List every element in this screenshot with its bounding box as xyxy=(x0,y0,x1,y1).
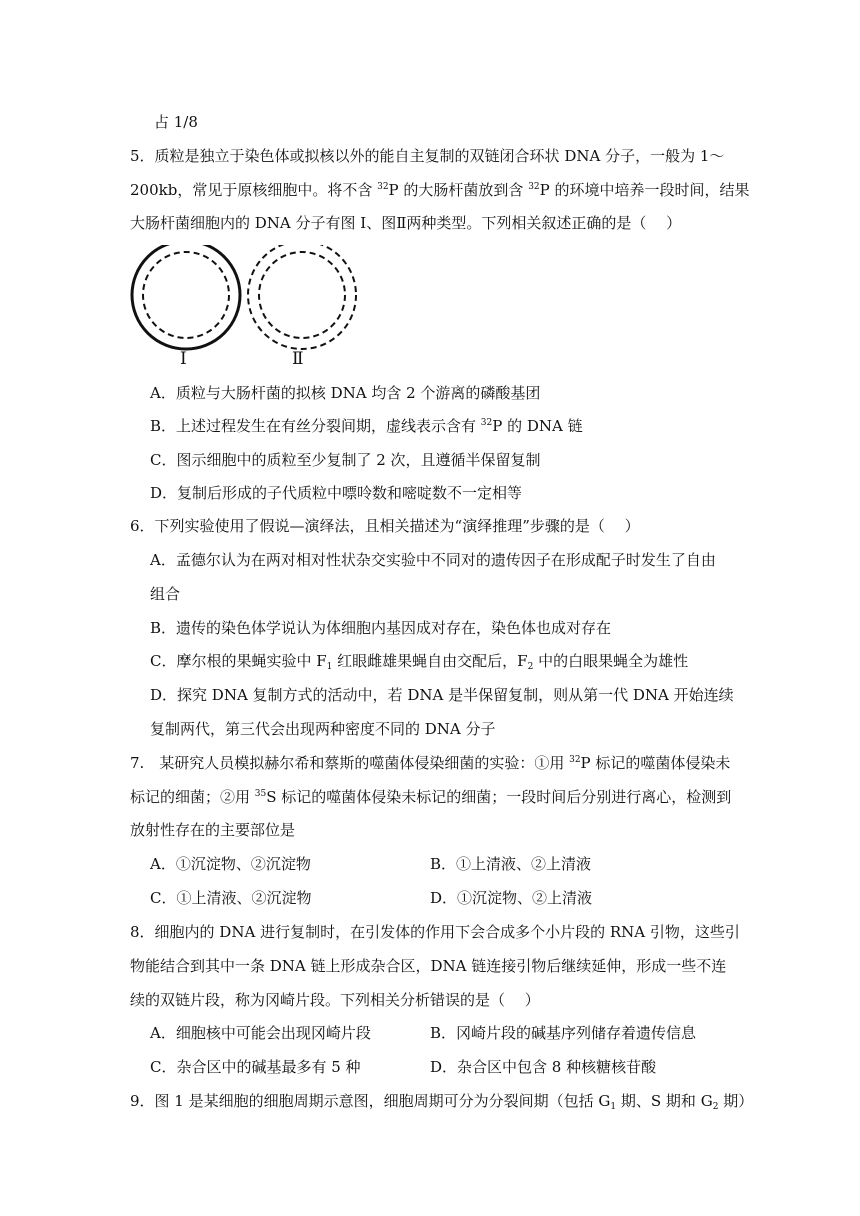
q8-option-d: D．杂合区中包含 8 种核糖核苷酸 xyxy=(430,1058,657,1076)
plasmid-i-ring xyxy=(132,245,240,349)
figure-label-i: Ⅰ xyxy=(180,349,187,369)
q7-stem-line3: 放射性存在的主要部位是 xyxy=(130,821,296,839)
q6-option-b: B．遗传的染色体学说认为体细胞内基因成对存在，染色体也成对存在 xyxy=(150,619,612,637)
q5-option-b: B．上述过程发生在有丝分裂间期，虚线表示含有 $^{32}$P 的 DNA 链 xyxy=(150,417,583,435)
q8-stem-line1: 8．细胞内的 DNA 进行复制时，在引发体的作用下会合成多个小片段的 RNA 引物，这些引 xyxy=(130,923,740,941)
q6-stem: 6．下列实验使用了假说—演绎法，且相关描述为“演绎推理”步骤的是（ ） xyxy=(130,517,640,535)
plasmid-diagram xyxy=(128,245,368,375)
q5-option-d: D．复制后形成的子代质粒中嘌呤数和嘧啶数不一定相等 xyxy=(150,484,523,502)
q6-option-a-line1: A．孟德尔认为在两对相对性状杂交实验中不同对的遗传因子在形成配子时发生了自由 xyxy=(150,551,716,569)
q6-option-d-line2: 复制两代，第三代会出现两种密度不同的 DNA 分子 xyxy=(150,720,496,738)
q9-stem-line1: 9．图 1 是某细胞的细胞周期示意图，细胞周期可分为分裂间期（包括 $G_1$ 期、S 期和 $G_2$ 期） xyxy=(130,1092,754,1112)
prev-question-continuation: 占 1/8 xyxy=(154,113,198,131)
q7-option-b: B．①上清液、②上清液 xyxy=(430,855,592,873)
q7-stem-line1: 7. 某研究人员模拟赫尔希和蔡斯的噬菌体侵染细菌的实验：①用 $^{32}$P 标记的噬菌体侵染未 xyxy=(130,754,731,772)
q7-option-c: C．①上清液、②沉淀物 xyxy=(150,889,312,907)
q8-option-b: B．冈崎片段的碱基序列储存着遗传信息 xyxy=(430,1024,697,1042)
figure-label-ii: Ⅱ xyxy=(292,349,304,369)
q7-stem-line2: 标记的细菌；②用 $^{35}$S 标记的噬菌体侵染未标记的细菌；一段时间后分别进行离心，检测到 xyxy=(130,788,732,806)
q6-option-d-line1: D．探究 DNA 复制方式的活动中，若 DNA 是半保留复制，则从第一代 DNA 开始连续 xyxy=(150,686,734,704)
q5-stem-line1: 5．质粒是独立于染色体或拟核以外的能自主复制的双链闭合环状 DNA 分子，一般为 1～ xyxy=(130,147,725,165)
q5-option-a: A．质粒与大肠杆菌的拟核 DNA 均含 2 个游离的磷酸基团 xyxy=(150,384,541,402)
q5-stem-line2: 200kb，常见于原核细胞中。将不含 $^{32}$P 的大肠杆菌放到含 $^{32}$P 的环境中培养一段时间，结果 xyxy=(130,181,750,199)
plasmid-figure xyxy=(128,245,368,375)
q5-stem-line3: 大肠杆菌细胞内的 DNA 分子有图 I、图Ⅱ两种类型。下列相关叙述正确的是（ ） xyxy=(130,214,682,232)
q7-option-d: D．①沉淀物、②上清液 xyxy=(430,889,593,907)
q6-option-c: C．摩尔根的果蝇实验中 $F_1$ 红眼雌雄果蝇自由交配后，$F_2$ 中的白眼果蝇全为雄性 xyxy=(150,652,689,672)
q7-option-a: A．①沉淀物、②沉淀物 xyxy=(150,855,311,873)
q5-option-c: C．图示细胞中的质粒至少复制了 2 次，且遵循半保留复制 xyxy=(150,451,541,469)
q6-option-a-line2: 组合 xyxy=(150,585,181,603)
q8-stem-line2: 物能结合到其中一条 DNA 链上形成杂合区，DNA 链连接引物后继续延伸，形成一些不连 xyxy=(130,957,727,975)
q8-stem-line3: 续的双链片段，称为冈崎片段。下列相关分析错误的是（ ） xyxy=(130,991,540,1009)
q8-option-c: C．杂合区中的碱基最多有 5 种 xyxy=(150,1058,361,1076)
plasmid-ii-ring xyxy=(248,245,356,349)
q8-option-a: A．细胞核中可能会出现冈崎片段 xyxy=(150,1024,371,1042)
